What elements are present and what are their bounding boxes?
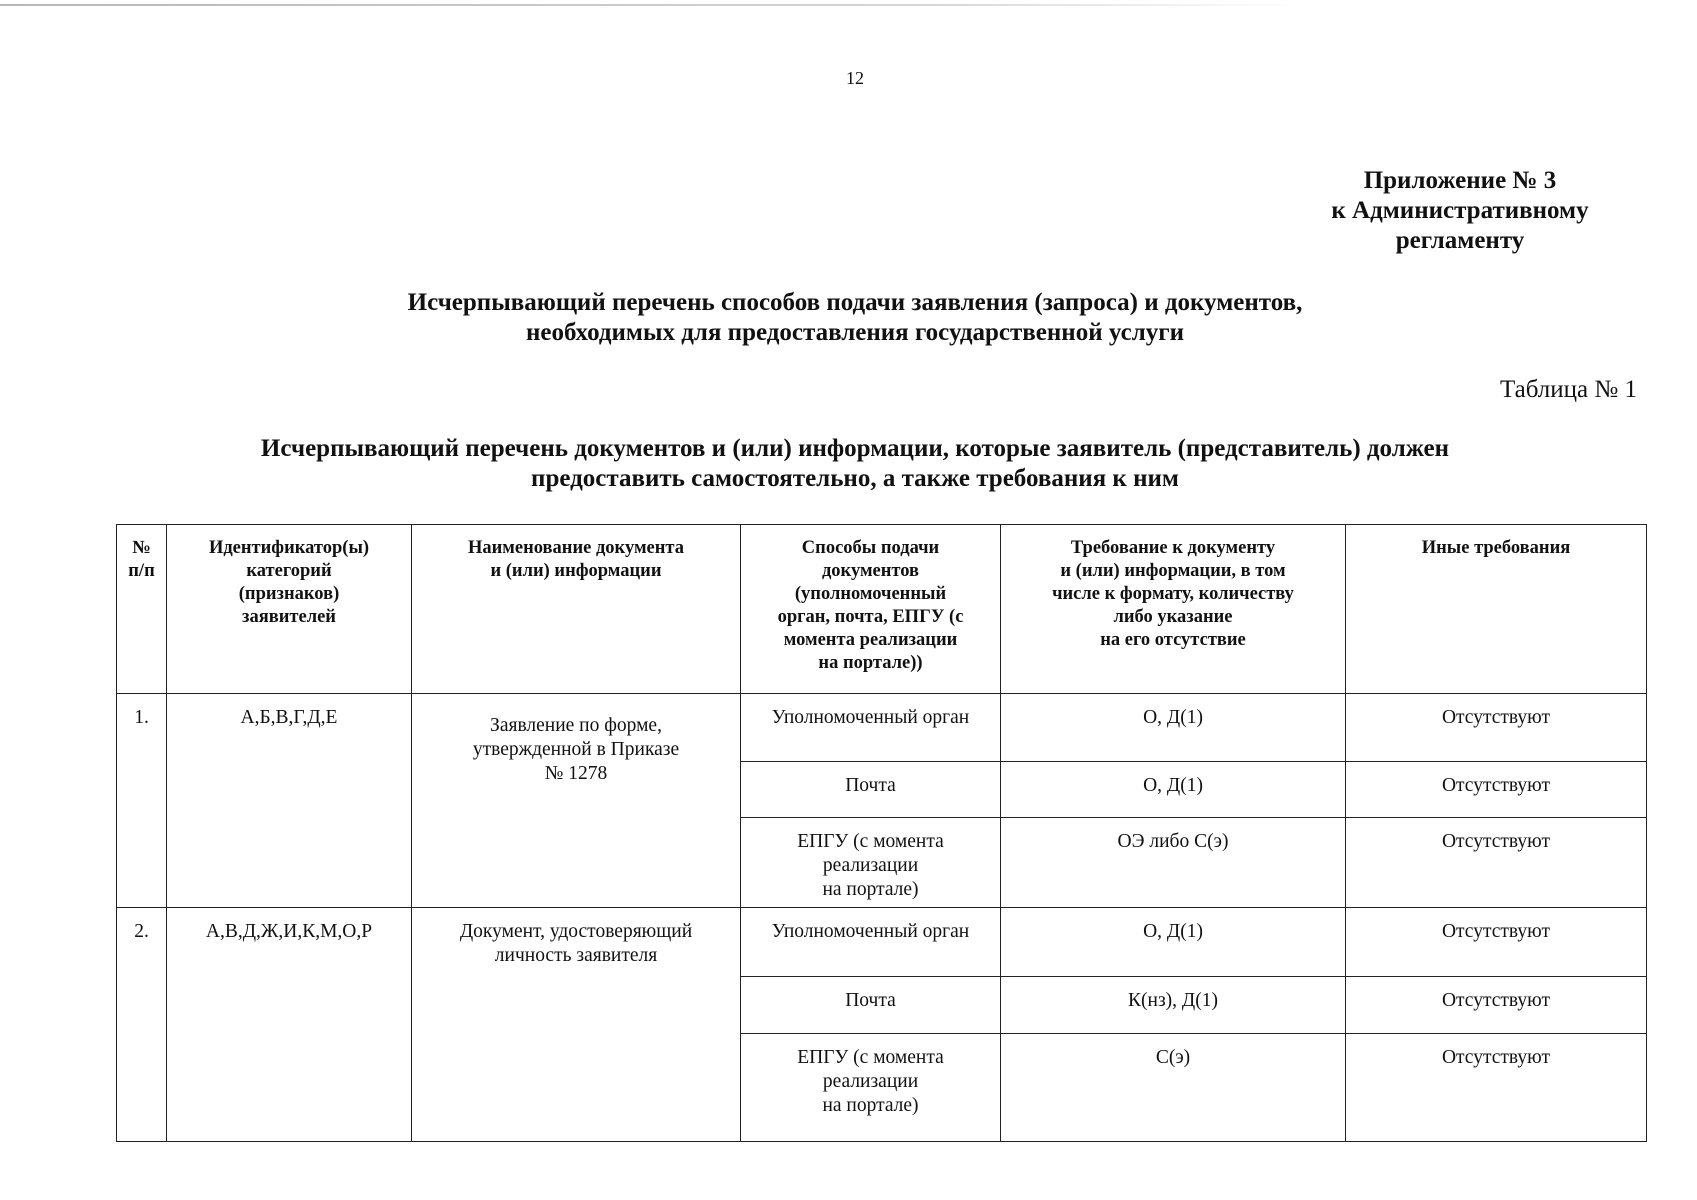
header-other-requirements: Иные требования (1346, 525, 1647, 694)
categories-cell: А,Б,В,Г,Д,Е (167, 694, 412, 908)
other-requirements-cell: Отсутствуют (1346, 1034, 1647, 1142)
submission-method-cell: ЕПГУ (с момента реализации на портале) (741, 1034, 1001, 1142)
other-requirements-cell: Отсутствуют (1346, 762, 1647, 818)
documents-table-wrapper (116, 524, 1646, 1142)
table-row (117, 694, 1647, 762)
table-title (0, 434, 1697, 494)
table-number: Таблица № 1 (1499, 376, 1637, 403)
documents-table (116, 524, 1647, 1142)
submission-method-cell: ЕПГУ (с момента реализации на портале) (741, 818, 1001, 908)
requirement-cell: С(э) (1001, 1034, 1346, 1142)
table-row (117, 908, 1647, 977)
header-document-requirements: Требование к документу и (или) информации, в том числе к формату, количеству либо указание на его отсутствие (1001, 525, 1346, 694)
requirement-cell: О, Д(1) (1001, 762, 1346, 818)
submission-method-cell: Почта (741, 977, 1001, 1034)
header-document-name: Наименование документа и (или) информации (412, 525, 741, 694)
other-requirements-cell: Отсутствуют (1346, 908, 1647, 977)
submission-method-cell: Уполномоченный орган (741, 908, 1001, 977)
header-submission-methods: Способы подачи документов (уполномоченный орган, почта, ЕПГУ (с момента реализации на портале)) (741, 525, 1001, 694)
page-number: 12 (846, 68, 864, 88)
requirement-cell: О, Д(1) (1001, 908, 1346, 977)
appendix-line-1: Приложение № 3 (1363, 167, 1557, 194)
scan-edge-line (0, 4, 1300, 6)
submission-method-cell: Почта (741, 762, 1001, 818)
document-name-cell: Заявление по форме, утвержденной в Приказе № 1278 (412, 694, 741, 908)
document-title (0, 288, 1697, 348)
row-number-cell: 1. (117, 694, 167, 908)
header-number: № п/п (117, 525, 167, 694)
appendix-line-3: регламенту (1395, 227, 1525, 254)
requirement-cell: ОЭ либо С(э) (1001, 818, 1346, 908)
requirement-cell: К(нз), Д(1) (1001, 977, 1346, 1034)
header-categories: Идентификатор(ы) категорий (признаков) заявителей (167, 525, 412, 694)
table-title-line-1: Исчерпывающий перечень документов и (или) информации, которые заявитель (представитель) должен (260, 435, 1450, 462)
document-title-line-2: необходимых для предоставления государственной услуги (526, 319, 1184, 346)
submission-method-cell: Уполномоченный орган (741, 694, 1001, 762)
other-requirements-cell: Отсутствуют (1346, 694, 1647, 762)
other-requirements-cell: Отсутствуют (1346, 977, 1647, 1034)
table-header-row (117, 525, 1647, 694)
appendix-heading (1290, 166, 1630, 256)
table-title-line-2: предоставить самостоятельно, а также требования к ним (531, 465, 1179, 492)
other-requirements-cell: Отсутствуют (1346, 818, 1647, 908)
row-number-cell: 2. (117, 908, 167, 1142)
requirement-cell: О, Д(1) (1001, 694, 1346, 762)
categories-cell: А,В,Д,Ж,И,К,М,О,Р (167, 908, 412, 1142)
document-title-line-1: Исчерпывающий перечень способов подачи заявления (запроса) и документов, (407, 289, 1303, 316)
document-name-cell: Документ, удостоверяющий личность заявителя (412, 908, 741, 1142)
appendix-line-2: к Административному (1331, 197, 1589, 224)
